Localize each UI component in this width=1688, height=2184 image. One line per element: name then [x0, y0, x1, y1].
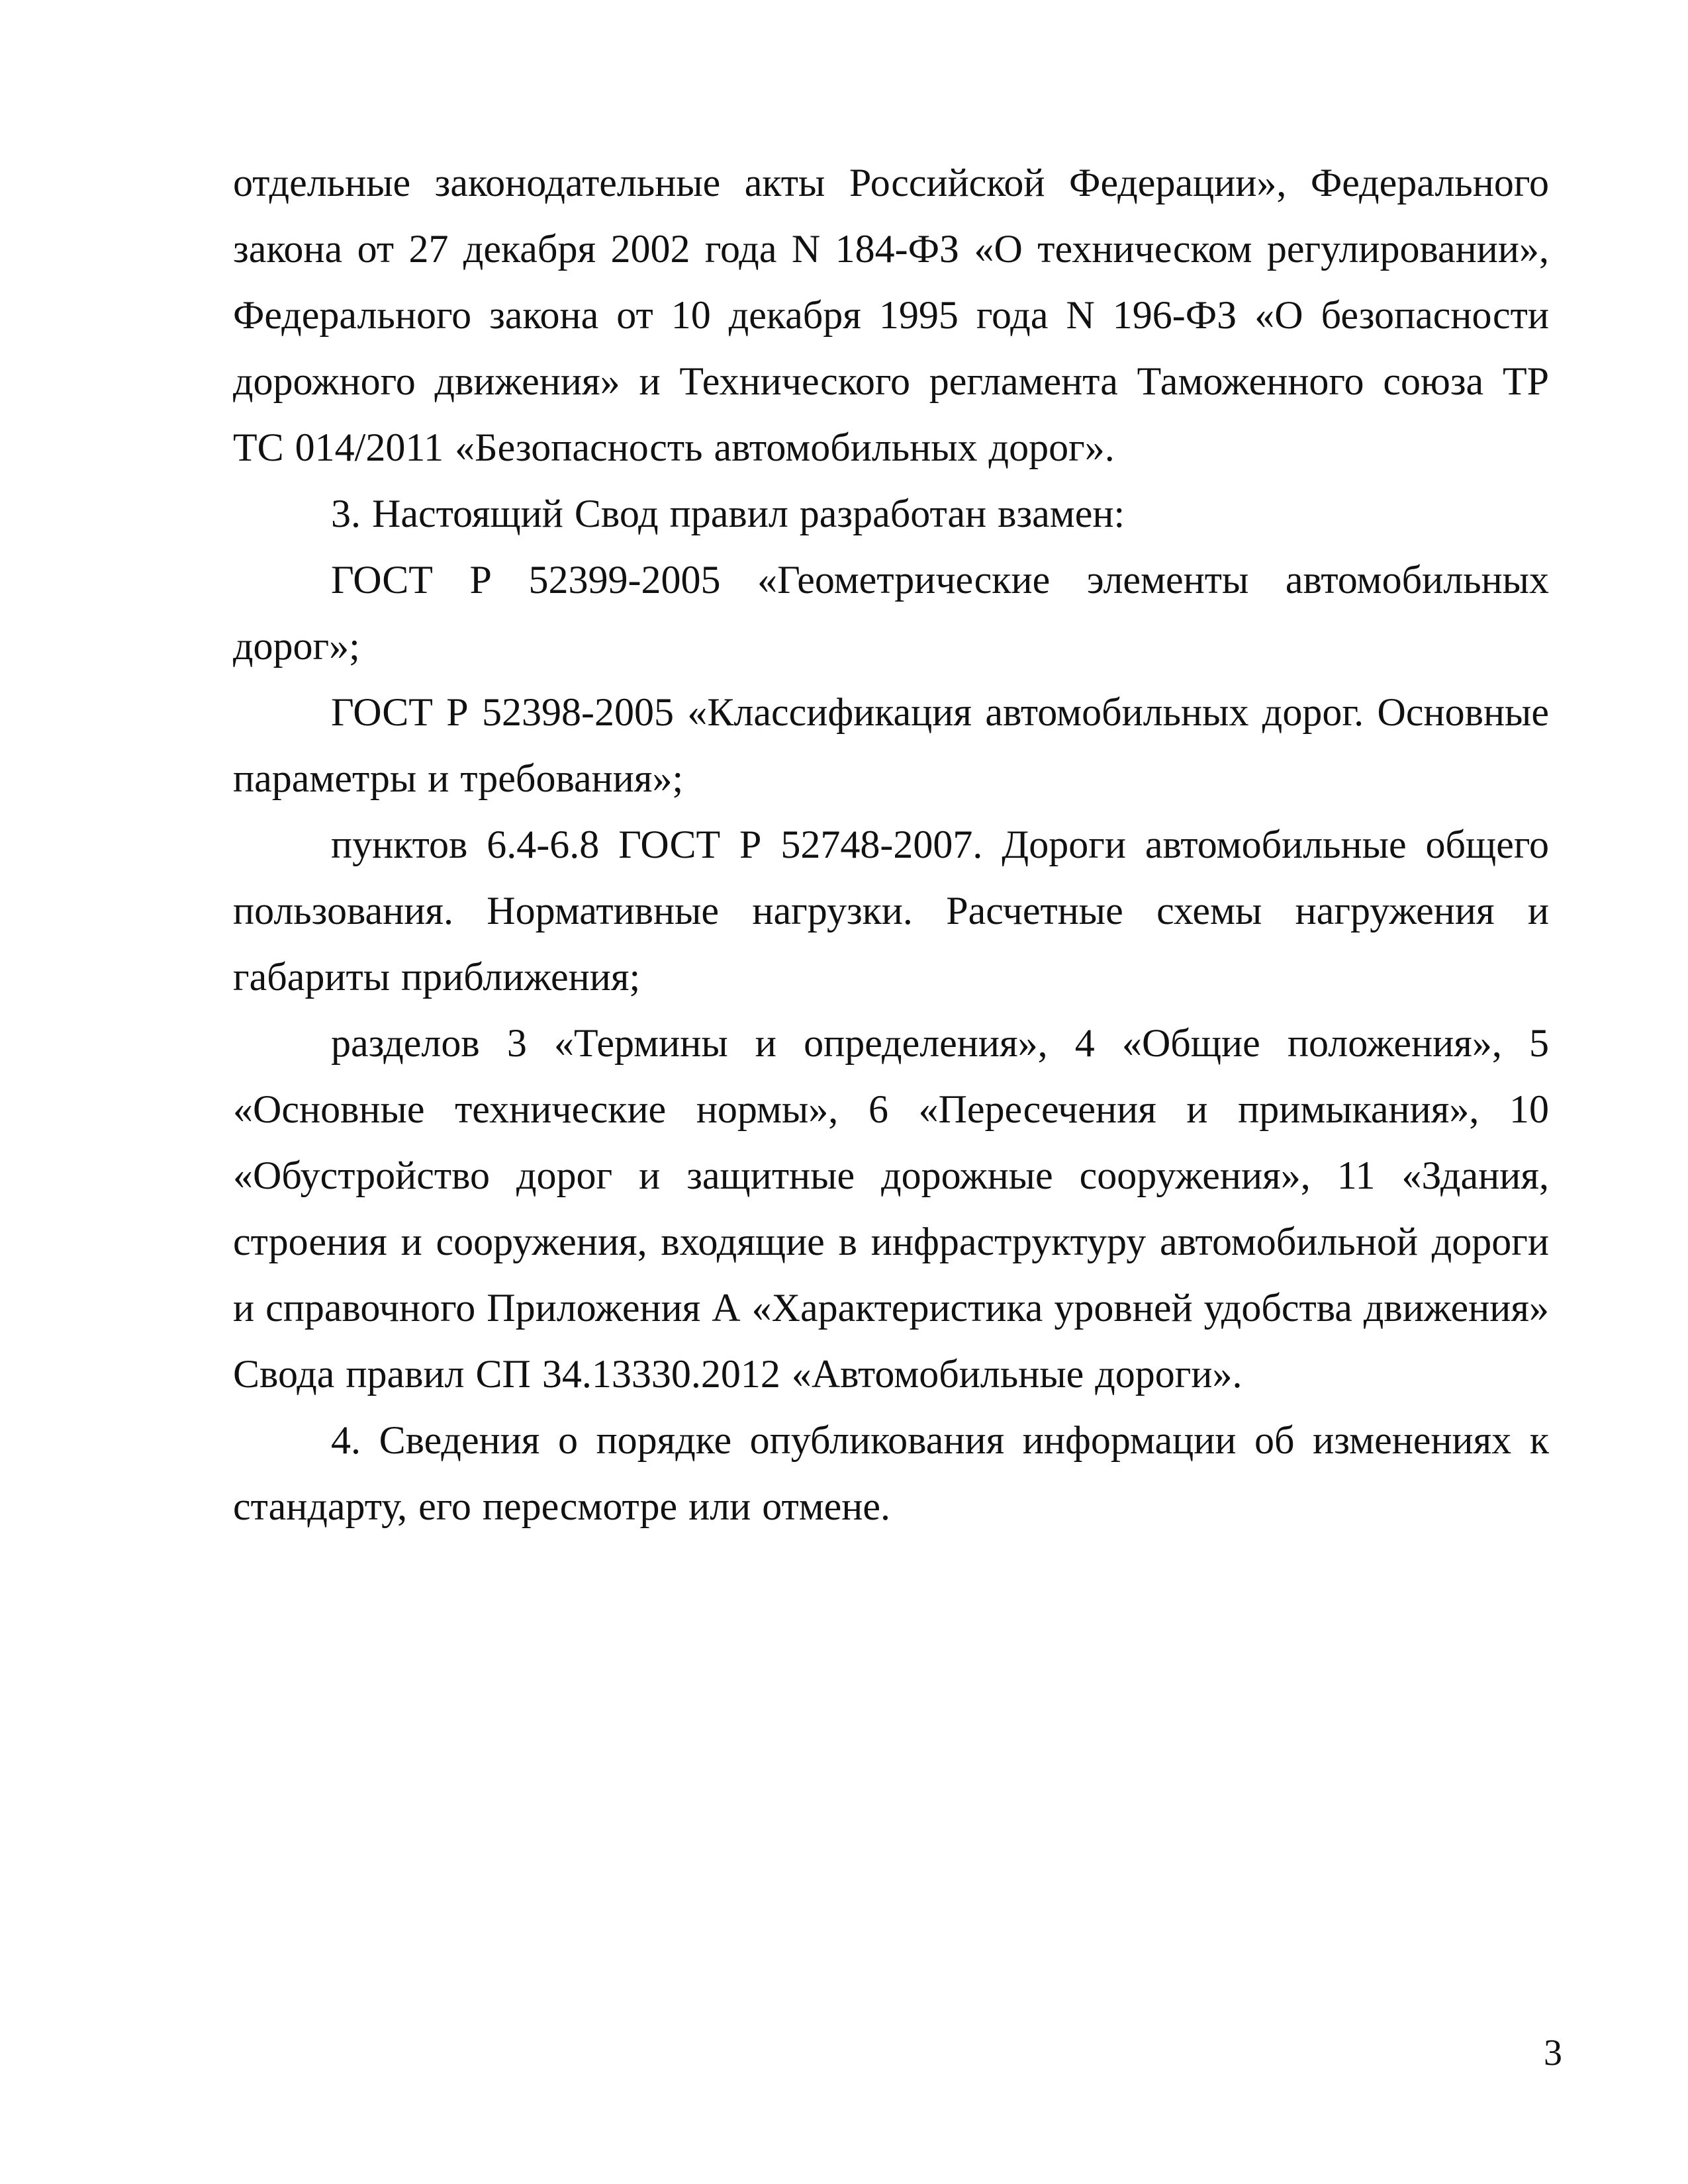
paragraph-gost-52399: ГОСТ Р 52399-2005 «Геометрические элементы автомобильных дорог»;: [233, 558, 1549, 668]
paragraph-gost-52398: ГОСТ Р 52398-2005 «Классификация автомобильных дорог. Основные параметры и требования»;: [233, 690, 1549, 800]
paragraph-item-4-publication-info: 4. Сведения о порядке опубликования информации об изменениях к стандарту, его пересмотре или отмене.: [233, 1418, 1549, 1528]
paragraph-continuation-legal-acts: отдельные законодательные акты Российской Федерации», Федерального закона от 27 декабря 2002 года N 184-ФЗ «О техническом регулировании», Федерального закона от 10 декабря 1995 года N 196-ФЗ «О безопасности дорожного движения» и Технического регламента Таможенного союза ТР ТС 014/2011 «Безопасность автомобильных дорог».: [233, 161, 1549, 469]
paragraph-sp-34-sections: разделов 3 «Термины и определения», 4 «Общие положения», 5 «Основные технические нормы», 6 «Пересечения и примыкания», 10 «Обустройство дорог и защитные дорожные сооружения», 11 «Здания, строения и сооружения, входящие в инфраструктуру автомобильной дороги и справочного Приложения А «Характеристика уровней удобства движения» Свода правил СП 34.13330.2012 «Автомобильные дороги».: [233, 1021, 1549, 1396]
paragraph-item-3-heading: 3. Настоящий Свод правил разработан взамен:: [331, 492, 1125, 535]
paragraph-gost-52748-items: пунктов 6.4-6.8 ГОСТ Р 52748-2007. Дороги автомобильные общего пользования. Нормативные нагрузки. Расчетные схемы нагружения и габариты приближения;: [233, 823, 1549, 999]
page-number: 3: [1544, 2032, 1562, 2073]
document-body: [233, 150, 1549, 1539]
